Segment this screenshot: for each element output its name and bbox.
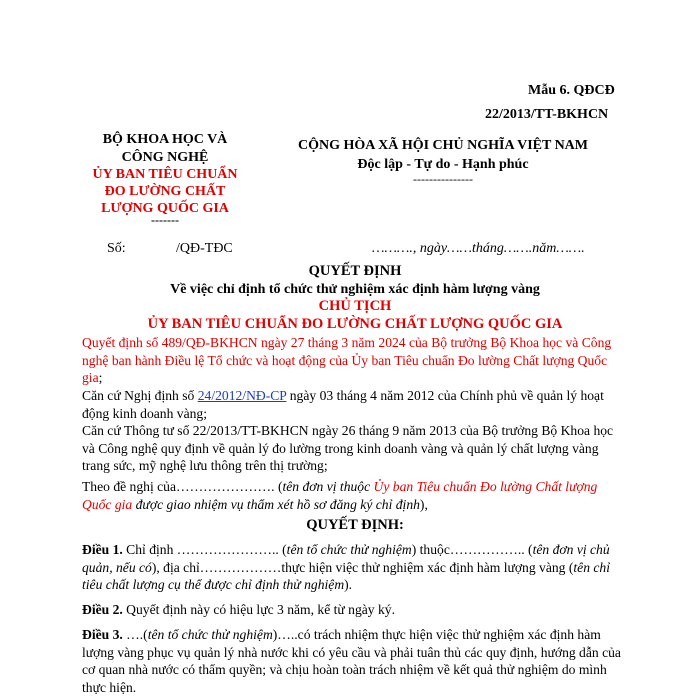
national-motto: Độc lập - Tự do - Hạnh phúc [357, 157, 529, 172]
left-rule: ------- [151, 213, 179, 227]
authority-chair: CHỦ TỊCH [318, 298, 392, 314]
basis-4-prefix: Theo đề nghị của…………………. ( [82, 479, 283, 494]
decision-subject: Về việc chỉ định tổ chức thử nghiệm xác định hàm lượng vàng [170, 282, 540, 297]
committee-name [90, 166, 240, 217]
article-3-italic-1: tên tổ chức thử nghiệm [147, 627, 273, 642]
decree-link[interactable]: 24/2012/NĐ-CP [197, 388, 287, 403]
committee-line-2: ĐO LƯỜNG CHẤT [104, 184, 226, 199]
article-1-text-3: ), địa chỉ………………thực hiện việc thử nghiệm xác định hàm lượng vàng ( [151, 559, 574, 575]
article-2-label: Điều 2. [82, 602, 123, 617]
article-1-italic-3: tên chỉ tiêu chất lượng cụ thể được chỉ định thử nghiệm [82, 559, 611, 592]
basis-4-end: ), [419, 496, 428, 512]
article-1-text-4: ). [344, 577, 353, 592]
basis-2-suffix: ngày 03 tháng 4 năm 2012 của Chính phủ về quản lý hoạt động kinh doanh vàng; [82, 388, 604, 421]
ministry-line-2: CÔNG NGHỆ [121, 150, 209, 165]
article-3-label: Điều 3. [82, 627, 123, 642]
form-number: Mẫu 6. QĐCĐ [528, 83, 615, 98]
basis-2-prefix: Căn cứ Nghị định số [82, 388, 198, 403]
article-1-text-2: ) thuộc…………….. ( [411, 542, 533, 557]
ministry-name [90, 131, 240, 167]
article-1-label: Điều 1. [82, 542, 123, 557]
article-1-italic-2: tên đơn vị chủ quản, nếu có [82, 542, 610, 575]
decision-title: QUYẾT ĐỊNH [308, 263, 402, 279]
committee-line-3: LƯỢNG QUỐC GIA [101, 201, 229, 216]
country-name: CỘNG HÒA XÃ HỘI CHỦ NGHĨA VIỆT NAM [297, 138, 588, 153]
circular-reference: 22/2013/TT-BKHCN [485, 107, 609, 122]
authority-committee: ỦY BAN TIÊU CHUẨN ĐO LƯỜNG CHẤT LƯỢNG QUỐC GIA [147, 316, 563, 332]
committee-line-1: ỦY BAN TIÊU CHUẨN [92, 167, 238, 182]
basis-paragraph-4 [82, 478, 628, 513]
document-number-suffix: /QĐ-TĐC [176, 241, 233, 256]
article-3 [82, 626, 628, 696]
ministry-line-1: BỘ KHOA HỌC VÀ [102, 132, 228, 147]
place-date-line: ………., ngày……tháng…….năm……. [372, 241, 585, 256]
basis-4-committee: Ủy ban Tiêu chuẩn Đo lường Chất lượng Quốc gia [82, 479, 598, 512]
right-rule: --------------- [413, 172, 473, 186]
basis-1-end: ; [98, 370, 103, 385]
article-1-text-1: Chỉ định ………………….. ( [122, 542, 287, 557]
basis-paragraph-2 [82, 387, 628, 422]
article-3-text-1: ….( [122, 627, 148, 642]
article-1-italic-1: tên tổ chức thử nghiệm [286, 542, 412, 557]
article-1 [82, 541, 628, 594]
document-number-label: Số: [107, 241, 126, 256]
article-2 [82, 601, 628, 619]
article-2-text: Quyết định này có hiệu lực 3 năm, kể từ ngày ký. [122, 602, 395, 617]
basis-3-text: Căn cứ Thông tư số 22/2013/TT-BKHCN ngày 26 tháng 9 năm 2013 của Bộ trưởng Bộ Khoa học và Công nghệ quy định về quản lý đo lường trong kinh doanh vàng và quản lý chất lượng vàng trang sức, mỹ nghệ lưu thông trên thị trường; [82, 423, 614, 473]
decide-heading: QUYẾT ĐỊNH: [306, 517, 404, 533]
article-3-text-2: )…..có trách nhiệm thực hiện việc thử nghiệm xác định hàm lượng vàng phục vụ quản lý nhà nước khi có yêu cầu và phải tuân thủ các quy định, hướng dẫn của cơ quan nhà nước có thẩm quyền; và chịu hoàn toàn trách nhiệm về kết quả thử nghiệm do mình thực hiện. [82, 627, 621, 695]
basis-paragraph-3 [82, 422, 628, 475]
basis-4-italic-1: tên đơn vị thuộc [282, 479, 374, 494]
basis-4-italic-2: được giao nhiệm vụ thẩm xét hồ sơ đăng ký chỉ định [132, 496, 420, 512]
basis-1-text: Quyết định số 489/QĐ-BKHCN ngày 27 tháng 3 năm 2024 của Bộ trưởng Bộ Khoa học và Công nghệ ban hành Điều lệ Tổ chức và hoạt động của Ủy ban Tiêu chuẩn Đo lường Chất lượng Quốc gia [82, 335, 612, 385]
basis-paragraph-1 [82, 334, 628, 387]
